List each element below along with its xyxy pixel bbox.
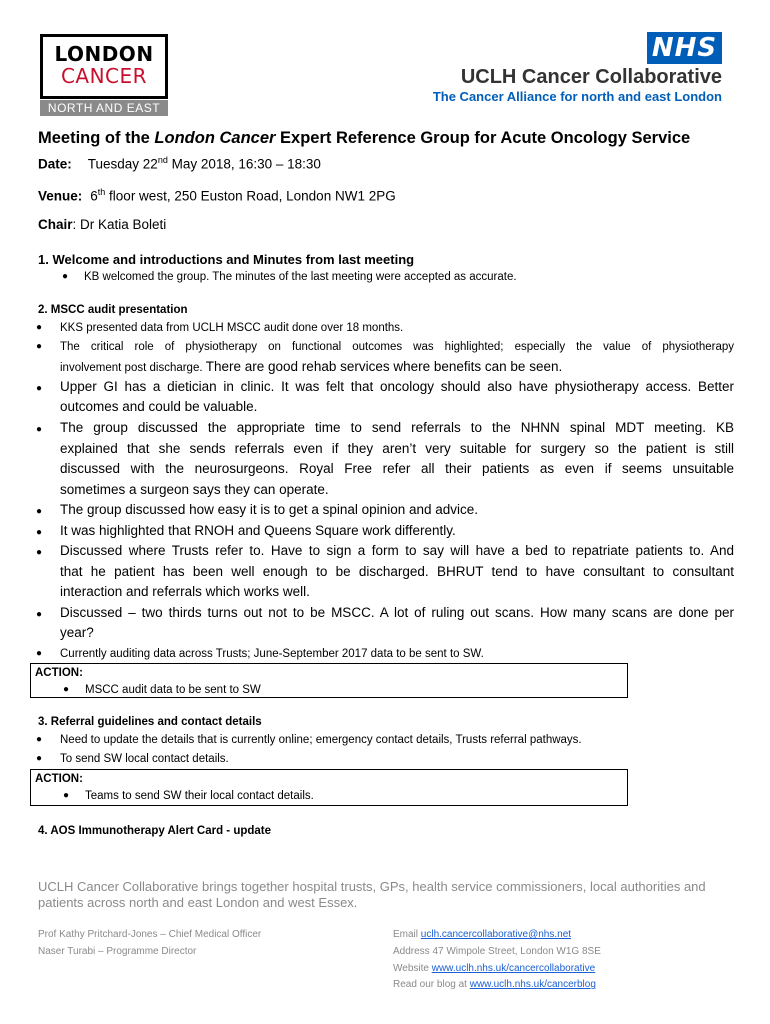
action-item: MSCC audit data to be sent to SW [85,684,261,696]
footer-blog: Read our blog at www.uclh.nhs.uk/cancerblog [393,979,596,990]
bullet-icon: ● [36,609,43,620]
section-3-heading: 3. Referral guidelines and contact details [38,716,262,728]
section-2-item: Upper GI has a dietician in clinic. It was felt that oncology should also have physiotherapy access. Better [60,379,734,394]
section-2-heading: 2. MSCC audit presentation [38,304,188,316]
bullet-icon: ● [36,383,43,394]
bullet-icon: ● [63,790,70,801]
bullet-icon: ● [36,753,43,764]
bullet-icon: ● [62,271,69,282]
section-2-item-cont: interaction and referrals which works well. [60,584,310,599]
section-2-item: The group discussed how easy it is to get a spinal opinion and advice. [60,502,479,517]
section-2-item-cont: sometimes a surgeon says they can operate. [60,482,329,497]
action-box [30,663,628,698]
section-2-item: The group discussed the appropriate time to send referrals to the NHNN spinal MDT meeting. KB [60,420,734,435]
action-label: ACTION: [35,773,83,785]
section-2-item: The critical role of physiotherapy on functional outcomes was highlighted; especially the value of physiotherapy [60,341,734,353]
section-4-heading: 4. AOS Immunotherapy Alert Card - update [38,825,272,837]
section-2-item-cont: year? [60,625,94,640]
blog-link[interactable]: www.uclh.nhs.uk/cancerblog [469,979,596,990]
section-2-item-cont: outcomes and could be valuable. [60,399,258,414]
bullet-icon: ● [36,547,43,558]
footer-person-1: Prof Kathy Pritchard-Jones – Chief Medical Officer [38,929,262,940]
collaborative-name: UCLH Cancer Collaborative [460,66,722,88]
section-2-item-cont: that he patient has been well enough to be discharged. BHRUT tend to have consultant to consultant [60,564,734,579]
logo-line-cancer: CANCER [60,64,148,88]
section-3-item: To send SW local contact details. [60,753,229,765]
bullet-icon: ● [36,648,43,659]
section-2-item-cont: explained that she sends referrals even if they aren’t very suitable for surgery so the patient is still [60,441,734,456]
section-2-item-cont: involvement post discharge. There are good rehab services where benefits can be seen. [60,359,563,374]
logo-subtitle: NORTH AND EAST [40,100,168,116]
bullet-icon: ● [36,527,43,538]
footer-website: Website www.uclh.nhs.uk/cancercollaborative [393,963,596,974]
section-1-heading: 1. Welcome and introductions and Minutes from last meeting [38,252,415,267]
section-2-item: KKS presented data from UCLH MSCC audit done over 18 months. [60,322,404,334]
email-link[interactable]: uclh.cancercollaborative@nhs.net [420,929,572,940]
meeting-chair: Chair: Dr Katia Boleti [38,217,167,232]
london-cancer-logo [40,34,168,99]
bullet-icon: ● [36,506,43,517]
section-2-item-cont: discussed with the neurosurgeons. Royal Free refer all their patients as even if seems unsuitable [60,461,734,476]
bullet-icon: ● [36,322,43,333]
bullet-icon: ● [63,684,70,695]
section-2-item: Discussed – two thirds turns out not to be MSCC. A lot of ruling out scans. How many scans are done per [60,605,734,620]
bullet-icon: ● [36,341,43,352]
alliance-tagline: The Cancer Alliance for north and east London [432,89,722,104]
meeting-date: Date: Tuesday 22nd May 2018, 16:30 – 18:30 [38,155,321,172]
page-title: Meeting of the London Cancer Expert Reference Group for Acute Oncology Service [38,129,691,147]
action-item: Teams to send SW their local contact details. [85,790,314,802]
nhs-logo: NHS [647,32,722,64]
bullet-icon: ● [36,734,43,745]
footer-email: Email uclh.cancercollaborative@nhs.net [393,929,572,940]
footer-person-2: Naser Turabi – Programme Director [38,946,197,957]
bullet-icon: ● [36,424,43,435]
section-2-item: It was highlighted that RNOH and Queens Square work differently. [60,523,456,538]
footer-address: Address 47 Wimpole Street, London W1G 8SE [393,946,601,957]
meeting-venue: Venue: 6th floor west, 250 Euston Road, London NW1 2PG [38,187,396,204]
logo-line-london: LONDON [54,42,154,66]
website-link[interactable]: www.uclh.nhs.uk/cancercollaborative [431,963,596,974]
section-2-item: Currently auditing data across Trusts; June-September 2017 data to be sent to SW. [60,648,484,660]
section-2-item: Discussed where Trusts refer to. Have to sign a form to say will have a bed to repatriate patients to. And [60,543,734,558]
footer-blurb: UCLH Cancer Collaborative brings together hospital trusts, GPs, health service commissioners, local authorities and patients across north and east London and west Essex. [38,879,706,910]
action-box [30,769,628,806]
section-1-item: KB welcomed the group. The minutes of the last meeting were accepted as accurate. [84,271,517,283]
section-3-item: Need to update the details that is currently online; emergency contact details, Trusts referral pathways. [60,734,582,746]
action-label: ACTION: [35,667,83,679]
